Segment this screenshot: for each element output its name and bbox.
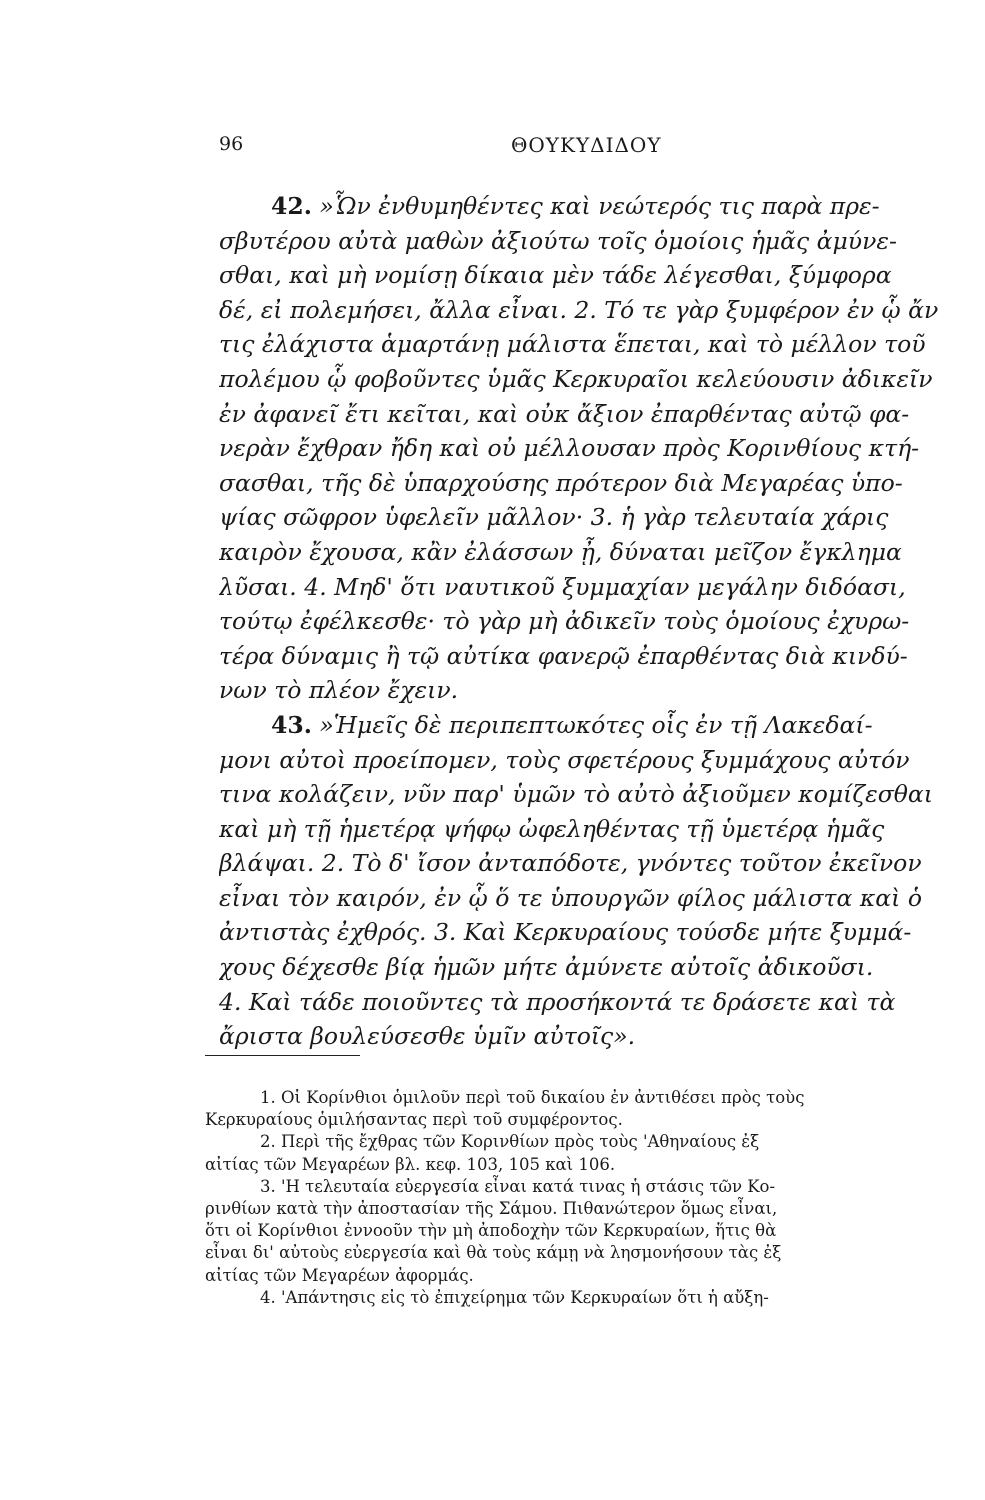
footnote-line: αἰτίας τῶν Μεγαρέων βλ. κεφ. 103, 105 καὶ 106. <box>205 1154 616 1174</box>
footnotes <box>205 1087 985 1309</box>
text-line <box>219 812 985 847</box>
footnote-rule <box>205 1055 360 1056</box>
text-line <box>219 915 985 950</box>
line-text: λῦσαι. 4. Μηδ' ὅτι ναυτικοῦ ξυμμαχίαν μεγάλην διδόασι, <box>219 572 906 601</box>
section-number: 43. <box>271 710 312 739</box>
text-line <box>219 1019 985 1054</box>
text-line <box>219 500 985 535</box>
line-text: σθαι, καὶ μὴ νομίσῃ δίκαια μὲν τάδε λέγεσθαι, ξύμφορα <box>219 261 892 290</box>
line-text: ψίας σῶφρον ὑφελεῖν μᾶλλον· 3. ἡ γὰρ τελευταία χάρις <box>219 503 889 532</box>
line-text: ἄριστα βουλεύσεσθε ὑμῖν αὐτοῖς». <box>219 1022 636 1051</box>
footnote-line: 2. Περὶ τῆς ἔχθρας τῶν Κορινθίων πρὸς τοὺς 'Αθηναίους ἐξ <box>260 1132 760 1152</box>
text-line <box>219 258 985 293</box>
footnote-line: αἰτίας τῶν Μεγαρέων ἀφορμάς. <box>205 1265 474 1285</box>
running-title: ΘΟΥΚΥΔΙΔΟΥ <box>511 133 662 157</box>
line-text: τούτῳ ἐφέλκεσθε· τὸ γὰρ μὴ ἀδικεῖν τοὺς ὁμοίους ἐχυρω- <box>219 607 910 636</box>
text-line <box>219 397 985 432</box>
text-line <box>219 950 985 985</box>
text-line <box>219 570 985 605</box>
page-number: 96 <box>219 133 244 155</box>
text-line <box>219 708 985 743</box>
line-text: χους δέχεσθε βίᾳ ἡμῶν μήτε ἀμύνετε αὐτοῖς ἀδικοῦσι. <box>219 953 874 982</box>
line-text: καὶ μὴ τῇ ἡμετέρᾳ ψήφῳ ὠφεληθέντας τῇ ὑμετέρᾳ ἡμᾶς <box>219 814 885 843</box>
text-line <box>219 293 985 328</box>
text-line <box>219 985 985 1020</box>
line-text: μονι αὐτοὶ προείπομεν, τοὺς σφετέρους ξυμμάχους αὐτόν <box>219 745 910 774</box>
line-text: καιρὸν ἔχουσα, κἂν ἐλάσσων ᾖ, δύναται μεῖζον ἔγκλημα <box>219 537 902 566</box>
text-line <box>219 466 985 501</box>
footnote-line: ρινθίων κατὰ τὴν ἀποστασίαν τῆς Σάμου. Πιθανώτερον ὅμως εἶναι, <box>205 1198 778 1218</box>
text-line <box>219 431 985 466</box>
line-text: »Ἡμεῖς δὲ περιπεπτωκότες οἷς ἐν τῇ Λακεδαί- <box>311 710 873 739</box>
line-text: 4. Καὶ τάδε ποιοῦντες τὰ προσήκοντά τε δράσετε καὶ τὰ <box>219 987 896 1016</box>
text-line <box>219 743 985 778</box>
footnote-line: 3. 'Η τελευταία εὐεργεσία εἶναι κατά τινας ἡ στάσις τῶν Κο- <box>260 1176 776 1196</box>
text-line <box>219 673 985 708</box>
page-header <box>219 133 979 163</box>
line-text: τινα κολάζειν, νῦν παρ' ὑμῶν τὸ αὐτὸ ἀξιοῦμεν κομίζεσθαι <box>219 780 933 809</box>
line-text: »Ὧν ἐνθυμηθέντες καὶ νεώτερός τις παρὰ πρε- <box>311 192 880 220</box>
line-text: σασθαι, τῆς δὲ ὑπαρχούσης πρότερον διὰ Μεγαρέας ὑπο- <box>219 468 903 497</box>
section-number: 42. <box>271 192 312 220</box>
text-line <box>219 777 985 812</box>
text-line <box>219 604 985 639</box>
footnote-line: Κερκυραίους ὁμιλήσαντας περὶ τοῦ συμφέροντος. <box>205 1110 623 1130</box>
line-text: ἀντιστὰς ἐχθρός. 3. Καὶ Κερκυραίους τούσδε μήτε ξυμμά- <box>219 918 912 947</box>
line-text: τις ἐλάχιστα ἁμαρτάνῃ μάλιστα ἕπεται, καὶ τὸ μέλλον τοῦ <box>219 330 926 359</box>
line-text: εἶναι τὸν καιρόν, ἐν ᾧ ὅ τε ὑπουργῶν φίλος μάλιστα καὶ ὁ <box>219 883 922 912</box>
text-line <box>219 327 985 362</box>
line-text: πολέμου ᾧ φοβοῦντες ὑμᾶς Κερκυραῖοι κελεύουσιν ἀδικεῖν <box>219 364 933 393</box>
text-line <box>219 639 985 674</box>
line-text: ἐν ἀφανεῖ ἔτι κεῖται, καὶ οὐκ ἄξιον ἐπαρθέντας αὐτῷ φα- <box>219 399 910 428</box>
line-text: δέ, εἰ πολεμήσει, ἄλλα εἶναι. 2. Τό τε γὰρ ξυμφέρον ἐν ᾧ ἄν <box>219 295 939 324</box>
footnote-line: 1. Οἱ Κορίνθιοι ὁμιλοῦν περὶ τοῦ δικαίου ἐν ἀντιθέσει πρὸς τοὺς <box>260 1088 805 1107</box>
line-text: τέρα δύναμις ἢ τῷ αὐτίκα φανερῷ ἐπαρθέντας διὰ κινδύ- <box>219 641 908 670</box>
text-line <box>219 846 985 881</box>
text-line <box>219 189 985 224</box>
text-line <box>219 362 985 397</box>
text-line <box>219 535 985 570</box>
footnote-line: 4. 'Απάντησις εἰς τὸ ἐπιχείρημα τῶν Κερκυραίων ὅτι ἡ αὔξη- <box>260 1287 769 1307</box>
main-text <box>219 189 985 1054</box>
text-line <box>219 224 985 259</box>
line-text: σβυτέρου αὐτὰ μαθὼν ἀξιούτω τοῖς ὁμοίοις ἡμᾶς ἀμύνε- <box>219 226 897 255</box>
footnote-line: ὅτι οἱ Κορίνθιοι ἐννοοῦν τὴν μὴ ἀποδοχὴν τῶν Κερκυραίων, ἥτις θὰ <box>205 1221 777 1241</box>
line-text: νων τὸ πλέον ἔχειν. <box>219 676 459 705</box>
line-text: νερὰν ἔχθραν ἤδη καὶ οὐ μέλλουσαν πρὸς Κορινθίους κτή- <box>219 434 920 463</box>
line-text: βλάψαι. 2. Τὸ δ' ἴσον ἀνταπόδοτε, γνόντες τοῦτον ἐκεῖνον <box>219 849 922 878</box>
text-line <box>219 881 985 916</box>
footnote-line: εἶναι δι' αὐτοὺς εὐεργεσία καὶ θὰ τοὺς κάμῃ νὰ λησμονήσουν τὰς ἐξ <box>205 1243 782 1263</box>
